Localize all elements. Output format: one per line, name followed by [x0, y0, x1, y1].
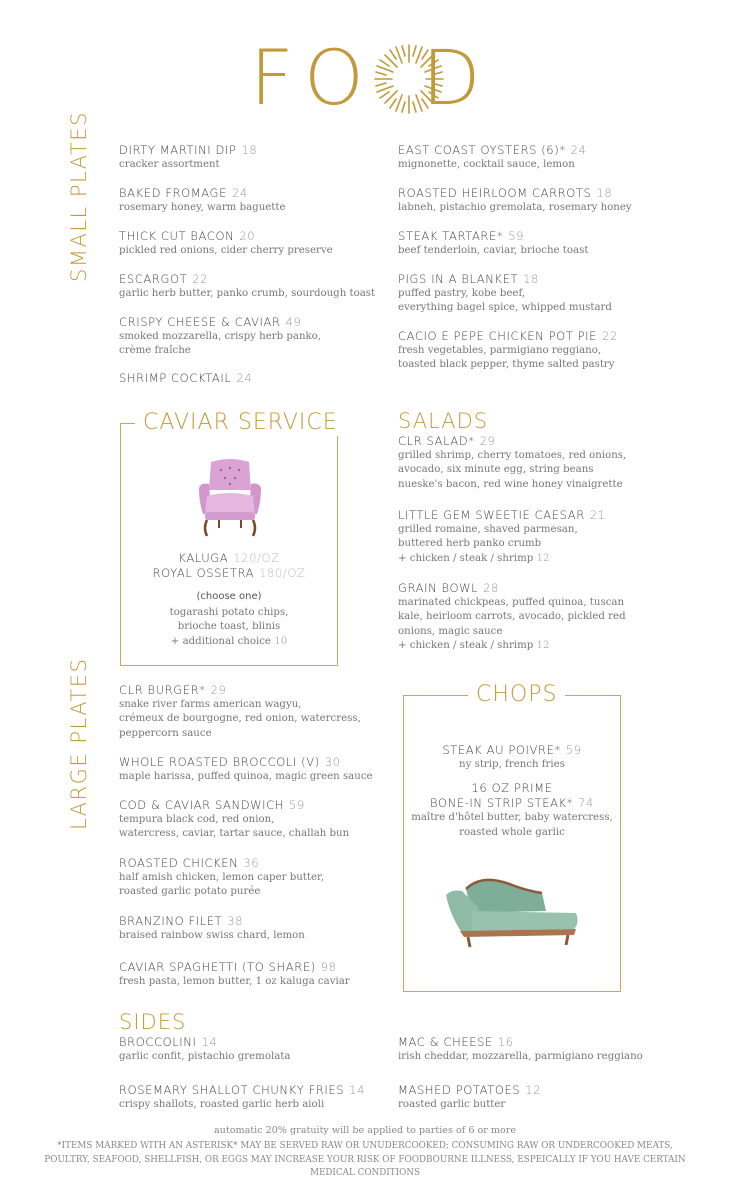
item-name: ROYAL OSSETRA	[152, 566, 255, 580]
menu-item	[119, 798, 349, 842]
chops-item	[404, 743, 620, 758]
item-description: half amish chicken, lemon caper butter,	[119, 872, 324, 883]
choice-line: brioche toast, blinis	[177, 621, 281, 633]
item-price: 20	[239, 229, 256, 243]
title-letter-o: O	[304, 33, 364, 122]
item-name: CRISPY CHEESE & CAVIAR	[119, 315, 281, 329]
item-description: cracker assortment	[119, 159, 220, 170]
item-price: 49	[285, 315, 302, 329]
item-description: mignonette, cocktail sauce, lemon	[398, 159, 575, 170]
item-price: 59	[289, 798, 305, 812]
menu-item	[119, 683, 361, 741]
item-name: EAST COAST OYSTERS (6)*	[398, 143, 566, 157]
item-addon: + chicken / steak / shrimp 12	[398, 639, 550, 651]
item-price: 12	[525, 1083, 542, 1097]
section-label-large-plates: LARGE PLATES	[67, 657, 91, 830]
menu-item	[119, 914, 305, 943]
item-description: roasted garlic potato purée	[119, 886, 261, 898]
menu-item	[398, 581, 626, 653]
item-description: grilled shrimp, cherry tomatoes, red onions,	[398, 450, 627, 461]
item-description: tempura black cod, red onion,	[119, 814, 275, 825]
item-price: 30	[324, 755, 341, 769]
item-name: PIGS IN A BLANKET	[398, 272, 519, 286]
choice-line: togarashi potato chips,	[169, 607, 289, 618]
chops-item	[404, 796, 620, 811]
item-price: 180/OZ	[259, 566, 306, 580]
item-description: nueske's bacon, red wine honey vinaigrette	[398, 478, 623, 490]
item-name: BAKED FROMAGE	[119, 186, 227, 200]
menu-item	[398, 143, 587, 172]
additional-choice: + additional choice 10	[170, 635, 288, 647]
item-description: crispy shallots, roasted garlic herb aioli	[119, 1099, 325, 1110]
item-description: kale, heirloom carrots, avocado, pickled red	[398, 611, 626, 623]
caviar-item	[121, 566, 337, 581]
menu-item	[119, 229, 333, 258]
item-name: CLR BURGER*	[119, 683, 206, 697]
item-price: 22	[192, 272, 209, 286]
item-price: 18	[596, 186, 613, 200]
item-description: maître d'hôtel butter, baby watercress,	[411, 812, 613, 824]
item-name: CLR SALAD*	[398, 434, 475, 448]
title-letter-f: F	[250, 33, 294, 122]
item-price: 28	[483, 581, 499, 595]
menu-item	[119, 1083, 365, 1112]
menu-title	[250, 33, 481, 122]
item-price: 38	[227, 914, 244, 928]
menu-item	[119, 315, 321, 359]
item-price: 120/OZ	[233, 551, 280, 565]
menu-item	[398, 329, 618, 373]
item-name: ROASTED CHICKEN	[119, 856, 239, 870]
menu-item	[119, 1035, 290, 1064]
title-letter-d: D	[422, 33, 481, 122]
item-description: peppercorn sauce	[119, 727, 212, 739]
item-description: ny strip, french fries	[459, 759, 565, 770]
item-name: COD & CAVIAR SANDWICH	[119, 798, 285, 812]
menu-item	[398, 434, 626, 492]
menu-item	[398, 186, 632, 215]
menu-item	[398, 1035, 643, 1064]
item-price: 16	[497, 1035, 514, 1049]
item-description: labneh, pistachio gremolata, rosemary honey	[398, 202, 632, 213]
item-name: BONE-IN STRIP STEAK*	[430, 796, 574, 811]
item-name: MASHED POTATOES	[398, 1083, 521, 1097]
chops-title: CHOPS	[468, 682, 565, 708]
raw-food-disclaimer: *ITEMS MARKED WITH AN ASTERISK* MAY BE SERVED RAW OR UNUDERCOOKED; CONSUMING RAW OR UNDERCOOKED MEATS, POULTRY, SEAFOOD, SHELLFISH, OR EGGS MAY INCREASE YOUR RISK OF FOODBOURNE ILLNESS, ESPEICALLY IF YOU HAVE CERTAIN MEDICAL CONDITIONS	[44, 1141, 686, 1178]
menu-item	[398, 508, 606, 566]
item-description: garlic confit, pistachio gremolata	[119, 1051, 291, 1062]
item-price: 14	[201, 1035, 218, 1049]
item-description: rosemary honey, warm baguette	[119, 202, 286, 213]
item-price: 36	[243, 856, 260, 870]
menu-item	[398, 272, 612, 316]
item-price: 98	[320, 960, 337, 974]
menu-item	[398, 229, 588, 258]
item-name: BRANZINO FILET	[119, 914, 223, 928]
item-description: puffed pastry, kobe beef,	[398, 288, 526, 299]
item-price: 29	[210, 683, 227, 697]
menu-item	[119, 186, 286, 215]
item-price: 22	[602, 329, 618, 343]
item-description: marinated chickpeas, puffed quinoa, tuscan	[398, 597, 625, 608]
item-description: smoked mozzarella, crispy herb panko,	[119, 331, 322, 342]
menu-item	[119, 371, 252, 386]
item-price: 59	[565, 743, 582, 757]
item-name: KALUGA	[178, 551, 229, 565]
item-price: 18	[523, 272, 539, 286]
gratuity-note: automatic 20% gratuity will be applied to parties of 6 or more	[213, 1125, 517, 1136]
item-description: fresh vegetables, parmigiano reggiano,	[398, 345, 602, 356]
item-name: CACIO E PEPE CHICKEN POT PIE	[398, 329, 598, 343]
menu-item	[119, 755, 373, 784]
item-description: everything bagel spice, whipped mustard	[398, 302, 612, 314]
item-name: BROCCOLINI	[119, 1035, 197, 1049]
chops-box	[403, 682, 621, 992]
menu-item	[119, 960, 350, 989]
item-name: LITTLE GEM SWEETIE CAESAR	[398, 508, 585, 522]
item-description: snake river farms american wagyu,	[119, 699, 302, 710]
item-name: 16 OZ PRIME	[471, 781, 553, 796]
item-price: 74	[578, 796, 594, 811]
item-description: crémeux de bourgogne, red onion, watercress,	[119, 713, 361, 725]
item-name: ROASTED HEIRLOOM CARROTS	[398, 186, 592, 200]
item-description: grilled romaine, shaved parmesan,	[398, 524, 578, 535]
item-price: 59	[508, 229, 525, 243]
caviar-service-title: CAVIAR SERVICE	[135, 410, 346, 436]
item-name: ESCARGOT	[119, 272, 188, 286]
item-price: 24	[236, 371, 253, 385]
item-name: GRAIN BOWL	[398, 581, 479, 595]
item-description: maple harissa, puffed quinoa, magic green sauce	[119, 771, 373, 782]
item-name: DIRTY MARTINI DIP	[119, 143, 237, 157]
item-price: 24	[231, 186, 248, 200]
item-price: 21	[589, 508, 606, 522]
choose-one-label: (choose one)	[196, 591, 262, 602]
item-description: garlic herb butter, panko crumb, sourdough toast	[119, 288, 376, 299]
menu-item	[119, 856, 324, 900]
item-price: 24	[570, 143, 587, 157]
item-price: 14	[349, 1083, 366, 1097]
item-description: beef tenderloin, caviar, brioche toast	[398, 245, 589, 256]
item-name: MAC & CHEESE	[398, 1035, 493, 1049]
item-description: crème fraîche	[119, 345, 191, 357]
item-description: pickled red onions, cider cherry preserve	[119, 245, 333, 256]
item-price: 18	[241, 143, 258, 157]
item-description: buttered herb panko crumb	[398, 538, 542, 550]
item-description: irish cheddar, mozzarella, parmigiano reggiano	[398, 1051, 643, 1062]
item-name: STEAK TARTARE*	[398, 229, 504, 243]
green-chaise-lounge-illustration	[442, 871, 582, 949]
salads-title: SALADS	[398, 409, 489, 433]
caviar-item	[121, 551, 337, 566]
caviar-service-box	[120, 410, 338, 666]
menu-item	[398, 1083, 541, 1112]
item-price: 29	[479, 434, 496, 448]
item-description: avocado, six minute egg, string beans	[398, 464, 594, 476]
sides-title: SIDES	[119, 1010, 187, 1034]
item-name: SHRIMP COCKTAIL	[119, 371, 232, 385]
item-name: WHOLE ROASTED BROCCOLI (V)	[119, 755, 320, 769]
item-description: fresh pasta, lemon butter, 1 oz kaluga caviar	[119, 976, 350, 987]
item-description: roasted garlic butter	[398, 1099, 506, 1110]
pink-armchair-illustration	[197, 456, 263, 538]
item-name: STEAK AU POIVRE*	[442, 743, 561, 757]
item-name: CAVIAR SPAGHETTI (TO SHARE)	[119, 960, 316, 974]
menu-item	[119, 272, 375, 301]
item-name: ROSEMARY SHALLOT CHUNKY FRIES	[119, 1083, 345, 1097]
item-description: onions, magic sauce	[398, 625, 503, 637]
item-description: toasted black pepper, thyme salted pastry	[398, 359, 615, 371]
item-description: roasted whole garlic	[459, 826, 565, 838]
item-addon: + chicken / steak / shrimp 12	[398, 552, 550, 564]
item-name: THICK CUT BACON	[119, 229, 235, 243]
menu-item	[119, 143, 257, 172]
section-label-small-plates: SMALL PLATES	[67, 111, 91, 282]
item-description: braised rainbow swiss chard, lemon	[119, 930, 305, 941]
item-description: watercress, caviar, tartar sauce, challah bun	[119, 828, 350, 840]
